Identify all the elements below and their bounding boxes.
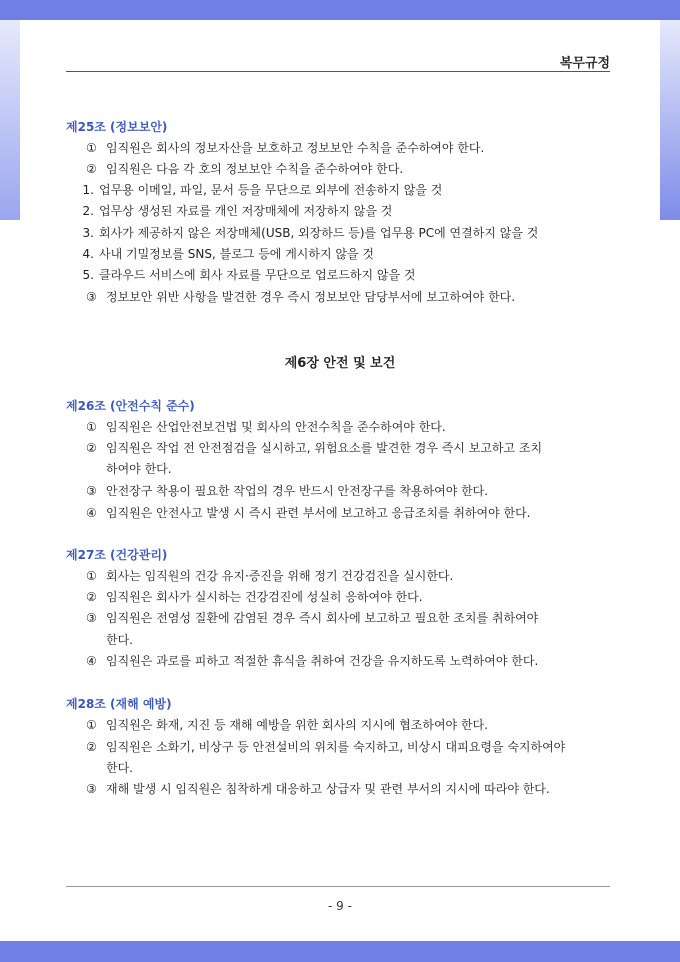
paragraph-mark: ③	[86, 782, 97, 796]
item-number: 5.	[82, 268, 94, 282]
article-27-paragraph-2	[86, 588, 423, 605]
paragraph-mark: ③	[86, 611, 97, 625]
paragraph-text: 안전장구 착용이 필요한 작업의 경우 반드시 안전장구를 착용하여야 한다.	[106, 484, 489, 498]
item-text: 회사가 제공하지 않은 저장매체(USB, 외장하드 등)를 업무용 PC에 연결하지 않을 것	[99, 226, 539, 240]
paragraph-mark: ④	[86, 506, 97, 520]
paragraph-text: 임직원은 다음 각 호의 정보보안 수칙을 준수하여야 한다.	[106, 162, 404, 176]
article-25-paragraph-3	[86, 288, 515, 305]
paragraph-text: 임직원은 소화기, 비상구 등 안전설비의 위치를 숙지하고, 비상시 대피요령을 숙지하여야	[106, 740, 566, 754]
footer-divider	[66, 886, 610, 887]
article-26-paragraph-1	[86, 418, 446, 435]
paragraph-mark: ①	[86, 569, 97, 583]
header-divider	[66, 71, 610, 72]
chapter-title: 제6장 안전 및 보건	[284, 356, 396, 371]
paragraph-mark: ②	[86, 590, 97, 604]
article-28-paragraph-3	[86, 780, 550, 797]
paragraph-mark: ④	[86, 654, 97, 668]
list-item	[80, 224, 538, 241]
item-text: 사내 기밀정보를 SNS, 블로그 등에 게시하지 않을 것	[99, 247, 374, 261]
article-27-paragraph-1	[86, 567, 453, 584]
item-text: 업무용 이메일, 파일, 문서 등을 무단으로 외부에 전송하지 않을 것	[99, 183, 443, 197]
item-number: 3.	[82, 226, 94, 240]
article-26-paragraph-2	[86, 439, 542, 456]
item-text: 클라우드 서비스에 회사 자료를 무단으로 업로드하지 않을 것	[99, 268, 416, 282]
item-number: 4.	[82, 247, 94, 261]
paragraph-text: 임직원은 화재, 지진 등 재해 예방을 위한 회사의 지시에 협조하여야 한다.	[106, 718, 488, 732]
item-number: 1.	[82, 183, 94, 197]
paragraph-mark: ②	[86, 441, 97, 455]
paragraph-text: 임직원은 전염성 질환에 감염된 경우 즉시 회사에 보고하고 필요한 조치를 취하여야	[106, 611, 539, 625]
paragraph-text: 재해 발생 시 임직원은 침착하게 대응하고 상급자 및 관련 부서의 지시에 따라야 한다.	[106, 782, 550, 796]
paragraph-text: 정보보안 위반 사항을 발견한 경우 즉시 정보보안 담당부서에 보고하여야 한다.	[106, 290, 516, 304]
article-25-paragraph-1	[86, 139, 484, 156]
paragraph-text: 임직원은 회사의 정보자산을 보호하고 정보보안 수칙을 준수하여야 한다.	[106, 141, 485, 155]
article-25-paragraph-2	[86, 160, 403, 177]
article-28-paragraph-2-continued: 한다.	[106, 761, 133, 775]
article-26-paragraph-2-continued: 하여야 한다.	[106, 462, 172, 476]
article-27-paragraph-4	[86, 652, 538, 669]
article-28-paragraph-1	[86, 716, 488, 733]
article-27-heading: 제27조 (건강관리)	[66, 548, 168, 562]
paragraph-mark: ③	[86, 290, 97, 304]
paragraph-text: 회사는 임직원의 건강 유지·증진을 위해 정기 건강검진을 실시한다.	[106, 569, 454, 583]
paragraph-mark: ①	[86, 141, 97, 155]
top-band	[0, 0, 680, 20]
bottom-band	[0, 941, 680, 962]
article-28-paragraph-2	[86, 738, 565, 755]
item-text: 업무상 생성된 자료를 개인 저장매체에 저장하지 않을 것	[99, 204, 393, 218]
document-title: 복무규정	[559, 56, 610, 71]
article-27-paragraph-3-continued: 한다.	[106, 633, 133, 647]
paragraph-mark: ③	[86, 484, 97, 498]
paragraph-text: 임직원은 안전사고 발생 시 즉시 관련 부서에 보고하고 응급조치를 취하여야 한다.	[106, 506, 531, 520]
paragraph-mark: ②	[86, 162, 97, 176]
article-28-heading: 제28조 (재해 예방)	[66, 697, 172, 711]
paragraph-mark: ①	[86, 718, 97, 732]
article-26-paragraph-4	[86, 504, 531, 521]
right-side-band	[660, 20, 680, 220]
paragraph-mark: ②	[86, 740, 97, 754]
list-item	[80, 181, 442, 198]
paragraph-text: 임직원은 과로를 피하고 적절한 휴식을 취하여 건강을 유지하도록 노력하여야 한다.	[106, 654, 539, 668]
paragraph-text: 임직원은 회사가 실시하는 건강검진에 성실히 응하여야 한다.	[106, 590, 423, 604]
article-27-paragraph-3	[86, 609, 538, 626]
article-26-heading: 제26조 (안전수칙 준수)	[66, 399, 195, 413]
left-side-band	[0, 20, 20, 220]
list-item	[80, 202, 392, 219]
item-number: 2.	[82, 204, 94, 218]
article-25-heading: 제25조 (정보보안)	[66, 120, 168, 134]
document-page	[20, 20, 660, 941]
list-item	[80, 245, 374, 262]
paragraph-text: 임직원은 산업안전보건법 및 회사의 안전수칙을 준수하여야 한다.	[106, 420, 446, 434]
article-26-paragraph-3	[86, 482, 488, 499]
page-number: - 9 -	[328, 899, 352, 913]
paragraph-text: 임직원은 작업 전 안전점검을 실시하고, 위험요소를 발견한 경우 즉시 보고하고 조치	[106, 441, 543, 455]
list-item	[80, 266, 416, 283]
paragraph-mark: ①	[86, 420, 97, 434]
